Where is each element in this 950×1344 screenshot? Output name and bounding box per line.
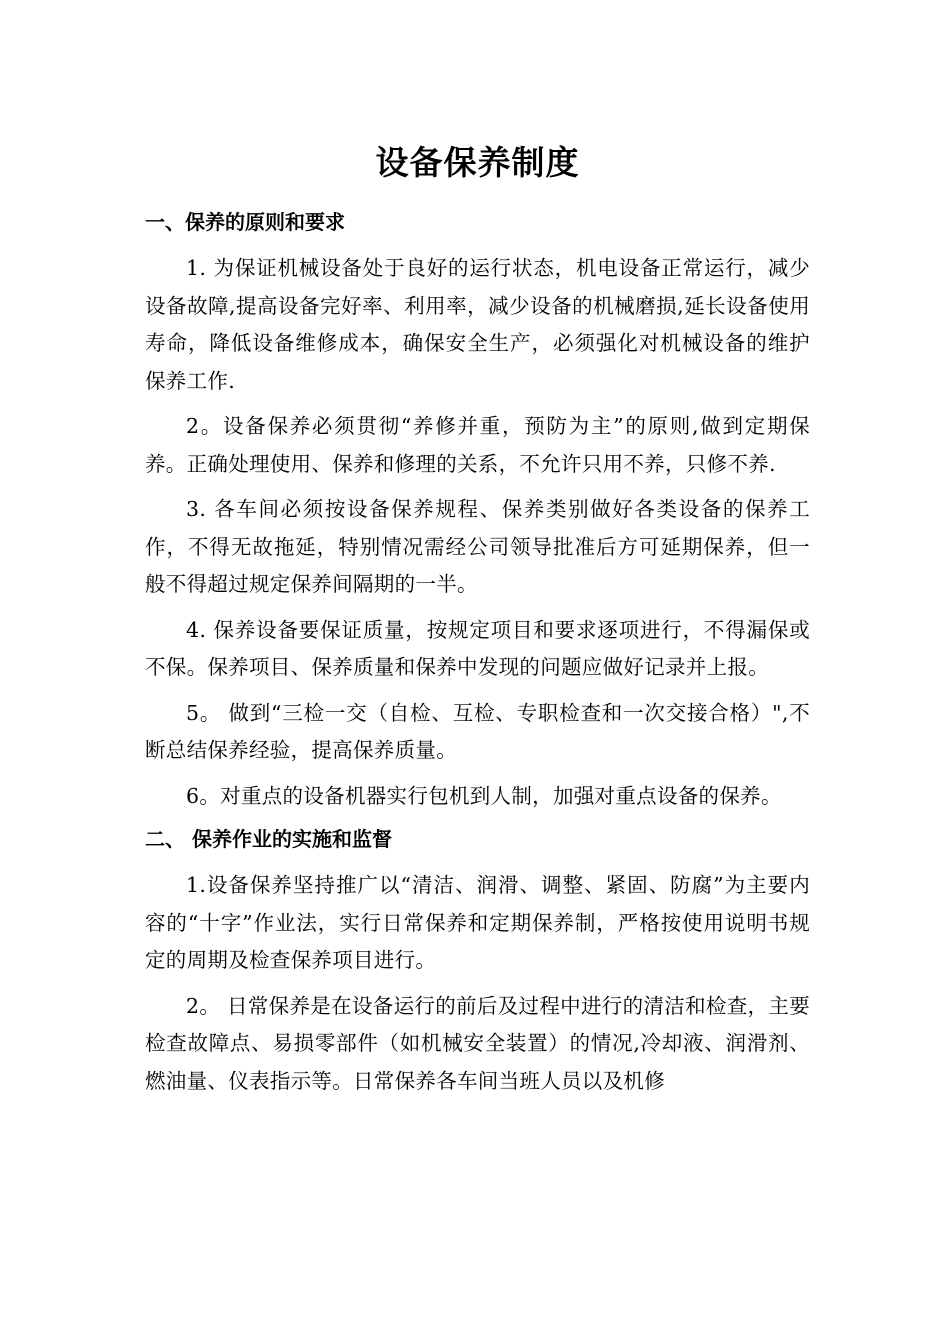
paragraph: 3. 各车间必须按设备保养规程、保养类别做好各类设备的保养工作，不得无故拖延，特别情况需经公司领导批准后方可延期保养，但一般不得超过规定保养间隔期的一半。 [145, 497, 810, 596]
section-heading: 一、保养的原则和要求 [145, 210, 345, 234]
document-page [145, 140, 810, 1108]
paragraph: 1. 为保证机械设备处于良好的运行状态，机电设备正常运行，减少设备故障,提高设备完好率、利用率，减少设备的机械磨损,延长设备使用寿命，降低设备维修成本，确保安全生产，必须强化对机械设备的维护保养工作. [145, 256, 810, 393]
section-implementation [145, 821, 810, 1100]
section-heading: 二、 保养作业的实施和监督 [145, 827, 392, 851]
paragraph: 2。 日常保养是在设备运行的前后及过程中进行的清洁和检查，主要检查故障点、易损零部件（如机械安全装置）的情况,冷却液、润滑剂、燃油量、仪表指示等。日常保养各车间当班人员以及机修 [145, 993, 810, 1093]
document-title: 设备保养制度 [375, 143, 580, 182]
section-principles [145, 204, 810, 815]
paragraph: 4. 保养设备要保证质量，按规定项目和要求逐项进行，不得漏保或不保。保养项目、保养质量和保养中发现的问题应做好记录并上报。 [145, 617, 810, 679]
paragraph: 6。对重点的设备机器实行包机到人制，加强对重点设备的保养。 [186, 783, 782, 808]
paragraph: 5。 做到“三检一交（自检、互检、专职检查和一次交接合格）",不断总结保养经验，提高保养质量。 [145, 700, 810, 762]
paragraph: 1.设备保养坚持推广以“清洁、润滑、调整、紧固、防腐”为主要内容的“十字”作业法，实行日常保养和定期保养制，严格按使用说明书规定的周期及检查保养项目进行。 [145, 873, 810, 972]
paragraph: 2。设备保养必须贯彻“养修并重，预防为主”的原则,做到定期保养。正确处理使用、保养和修理的关系，不允许只用不养，只修不养. [145, 414, 810, 476]
